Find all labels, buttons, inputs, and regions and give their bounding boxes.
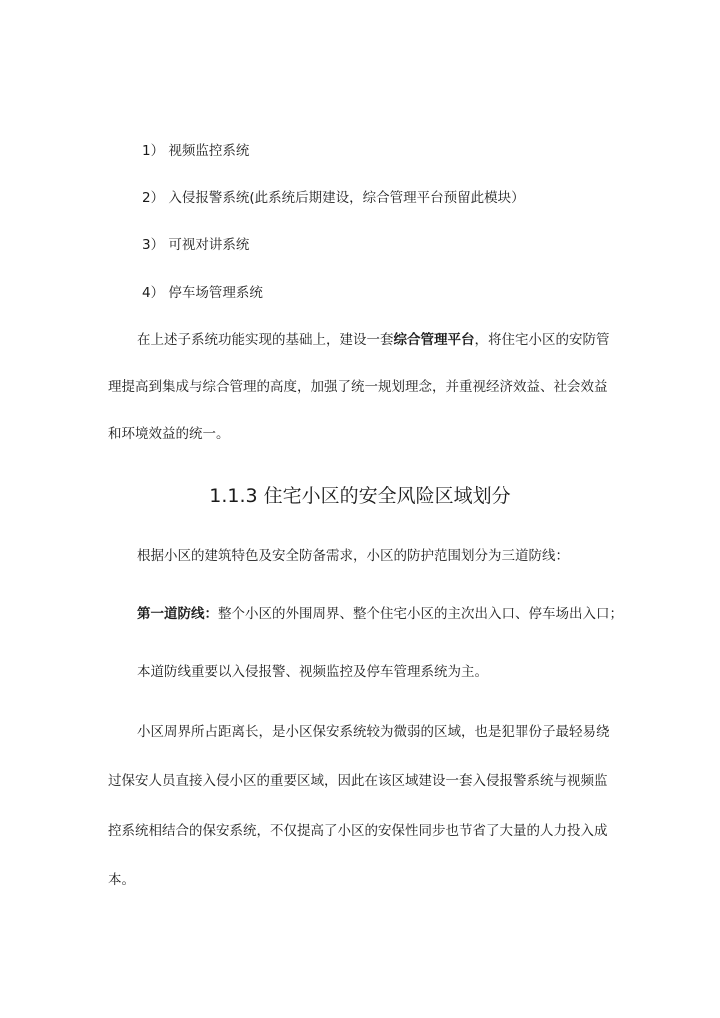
paragraph-line: 本道防线重要以入侵报警、视频监控及停车管理系统为主。 (137, 664, 488, 680)
paragraph-text: ，将住宅小区的安防管 (474, 332, 610, 348)
bold-term: 综合管理平台 (393, 332, 475, 348)
paragraph-line: 理提高到集成与综合管理的高度，加强了统一规划理念，并重视经济效益、社会效益 (108, 379, 608, 395)
list-item-3: 3） 可视对讲系统 (142, 237, 250, 253)
paragraph-line: 过保安人员直接入侵小区的重要区域，因此在该区域建设一套入侵报警系统与视频监 (108, 773, 608, 789)
paragraph-line: 小区周界所占距离长，是小区保安系统较为微弱的区域，也是犯罪份子最轻易绕 (137, 724, 610, 740)
paragraph-line (137, 330, 610, 350)
paragraph-line: 控系统相结合的保安系统，不仅提高了小区的安保性同步也节省了大量的人力投入成 (108, 823, 608, 839)
bold-term: 第一道防线： (137, 606, 218, 622)
list-item-2: 2） 入侵报警系统(此系统后期建设，综合管理平台预留此模块） (142, 190, 525, 206)
list-item-1: 1） 视频监控系统 (142, 143, 250, 159)
list-item-4: 4） 停车场管理系统 (142, 285, 263, 301)
paragraph-line: 和环境效益的统一。 (108, 426, 230, 442)
section-heading: 1.1.3 住宅小区的安全风险区域划分 (209, 485, 511, 507)
paragraph-line: 根据小区的建筑特色及安全防备需求，小区的防护范围划分为三道防线： (137, 548, 569, 564)
paragraph-text: 整个小区的外围周界、整个住宅小区的主次出入口、停车场出入口； (218, 606, 623, 622)
paragraph-line (137, 604, 623, 624)
paragraph-text: 在上述子系统功能实现的基础上，建设一套 (137, 332, 394, 348)
paragraph-line: 本。 (108, 872, 135, 888)
